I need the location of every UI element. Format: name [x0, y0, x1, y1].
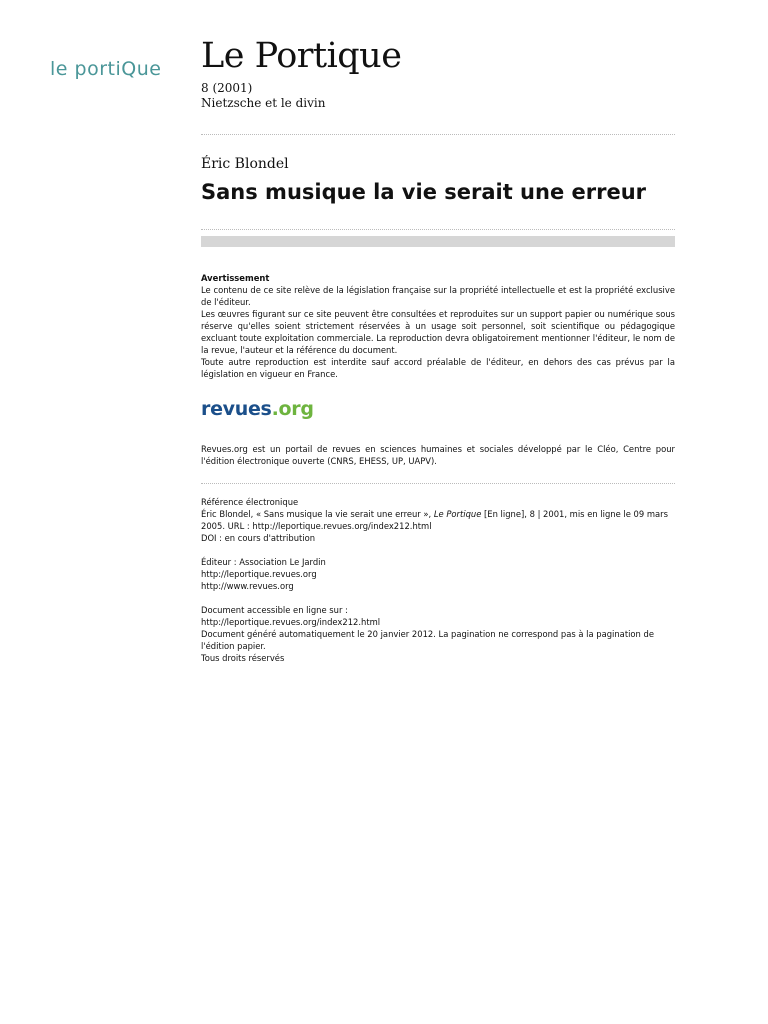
divider [201, 229, 675, 230]
notice-paragraph: Le contenu de ce site relève de la législation française sur la propriété intellectuelle et est la propriété exclusive de l'éditeur. [201, 285, 675, 307]
reference-citation [201, 508, 675, 532]
article-title: Sans musique la vie serait une erreur [201, 180, 647, 204]
rights-note: Tous droits réservés [201, 653, 285, 663]
journal-header [201, 34, 675, 111]
notice-paragraph: Toute autre reproduction est interdite sauf accord préalable de l'éditeur, en dehors des cas prévus par la législation en vigueur en France. [201, 357, 675, 379]
article-author: Éric Blondel [201, 156, 289, 172]
issue-theme: Nietzsche et le divin [201, 96, 326, 110]
gray-banner [201, 236, 675, 247]
revues-url-link[interactable]: http://www.revues.org [201, 581, 294, 591]
notice-heading: Avertissement [201, 273, 270, 283]
notice-paragraph: Les œuvres figurant sur ce site peuvent être consultées et reproduites sur un support papier ou numérique sous réserve qu'elles soient strictement réservées à un usage soit personnel, soit scientifique ou pédagogique excluant toute exploitation commerciale. La reproduction devra obligatoirement mentionner l'éditeur, le nom de la revue, l'auteur et la référence du document. [201, 309, 675, 355]
revues-org-logo[interactable] [201, 398, 314, 420]
availability-label: Document accessible en ligne sur : [201, 605, 348, 615]
journal-title: Le Portique [201, 36, 402, 76]
generation-note: Document généré automatiquement le 20 janvier 2012. La pagination ne correspond pas à la pagination de l'édition papier. [201, 629, 654, 651]
portal-description: Revues.org est un portail de revues en sciences humaines et sociales développé par le Cléo, Centre pour l'édition électronique ouverte (CNRS, EHESS, UP, UAPV). [201, 444, 675, 466]
divider [201, 483, 675, 484]
document-url-link[interactable]: http://leportique.revues.org/index212.html [201, 617, 381, 627]
revues-logo-part: .org [271, 398, 314, 420]
journal-logo: le portiQue [50, 58, 162, 80]
citation-text: [En ligne], 8 | 2001, mis en ligne le 09 mars 2005. URL : http://leportique.revues.org/index212.html [201, 509, 668, 531]
issue-number: 8 (2001) [201, 81, 253, 95]
publisher-url-link[interactable]: http://leportique.revues.org [201, 569, 317, 579]
divider [201, 134, 675, 135]
reference-heading: Référence électronique [201, 497, 299, 507]
citation-journal: Le Portique [433, 509, 482, 519]
legal-notice [201, 272, 675, 380]
doi-line: DOI : en cours d'attribution [201, 533, 316, 543]
revues-logo-part: revues [201, 398, 272, 420]
publisher-line: Éditeur : Association Le Jardin [201, 557, 326, 567]
reference-block [201, 496, 675, 664]
citation-text: Éric Blondel, « Sans musique la vie serait une erreur », [201, 509, 434, 519]
